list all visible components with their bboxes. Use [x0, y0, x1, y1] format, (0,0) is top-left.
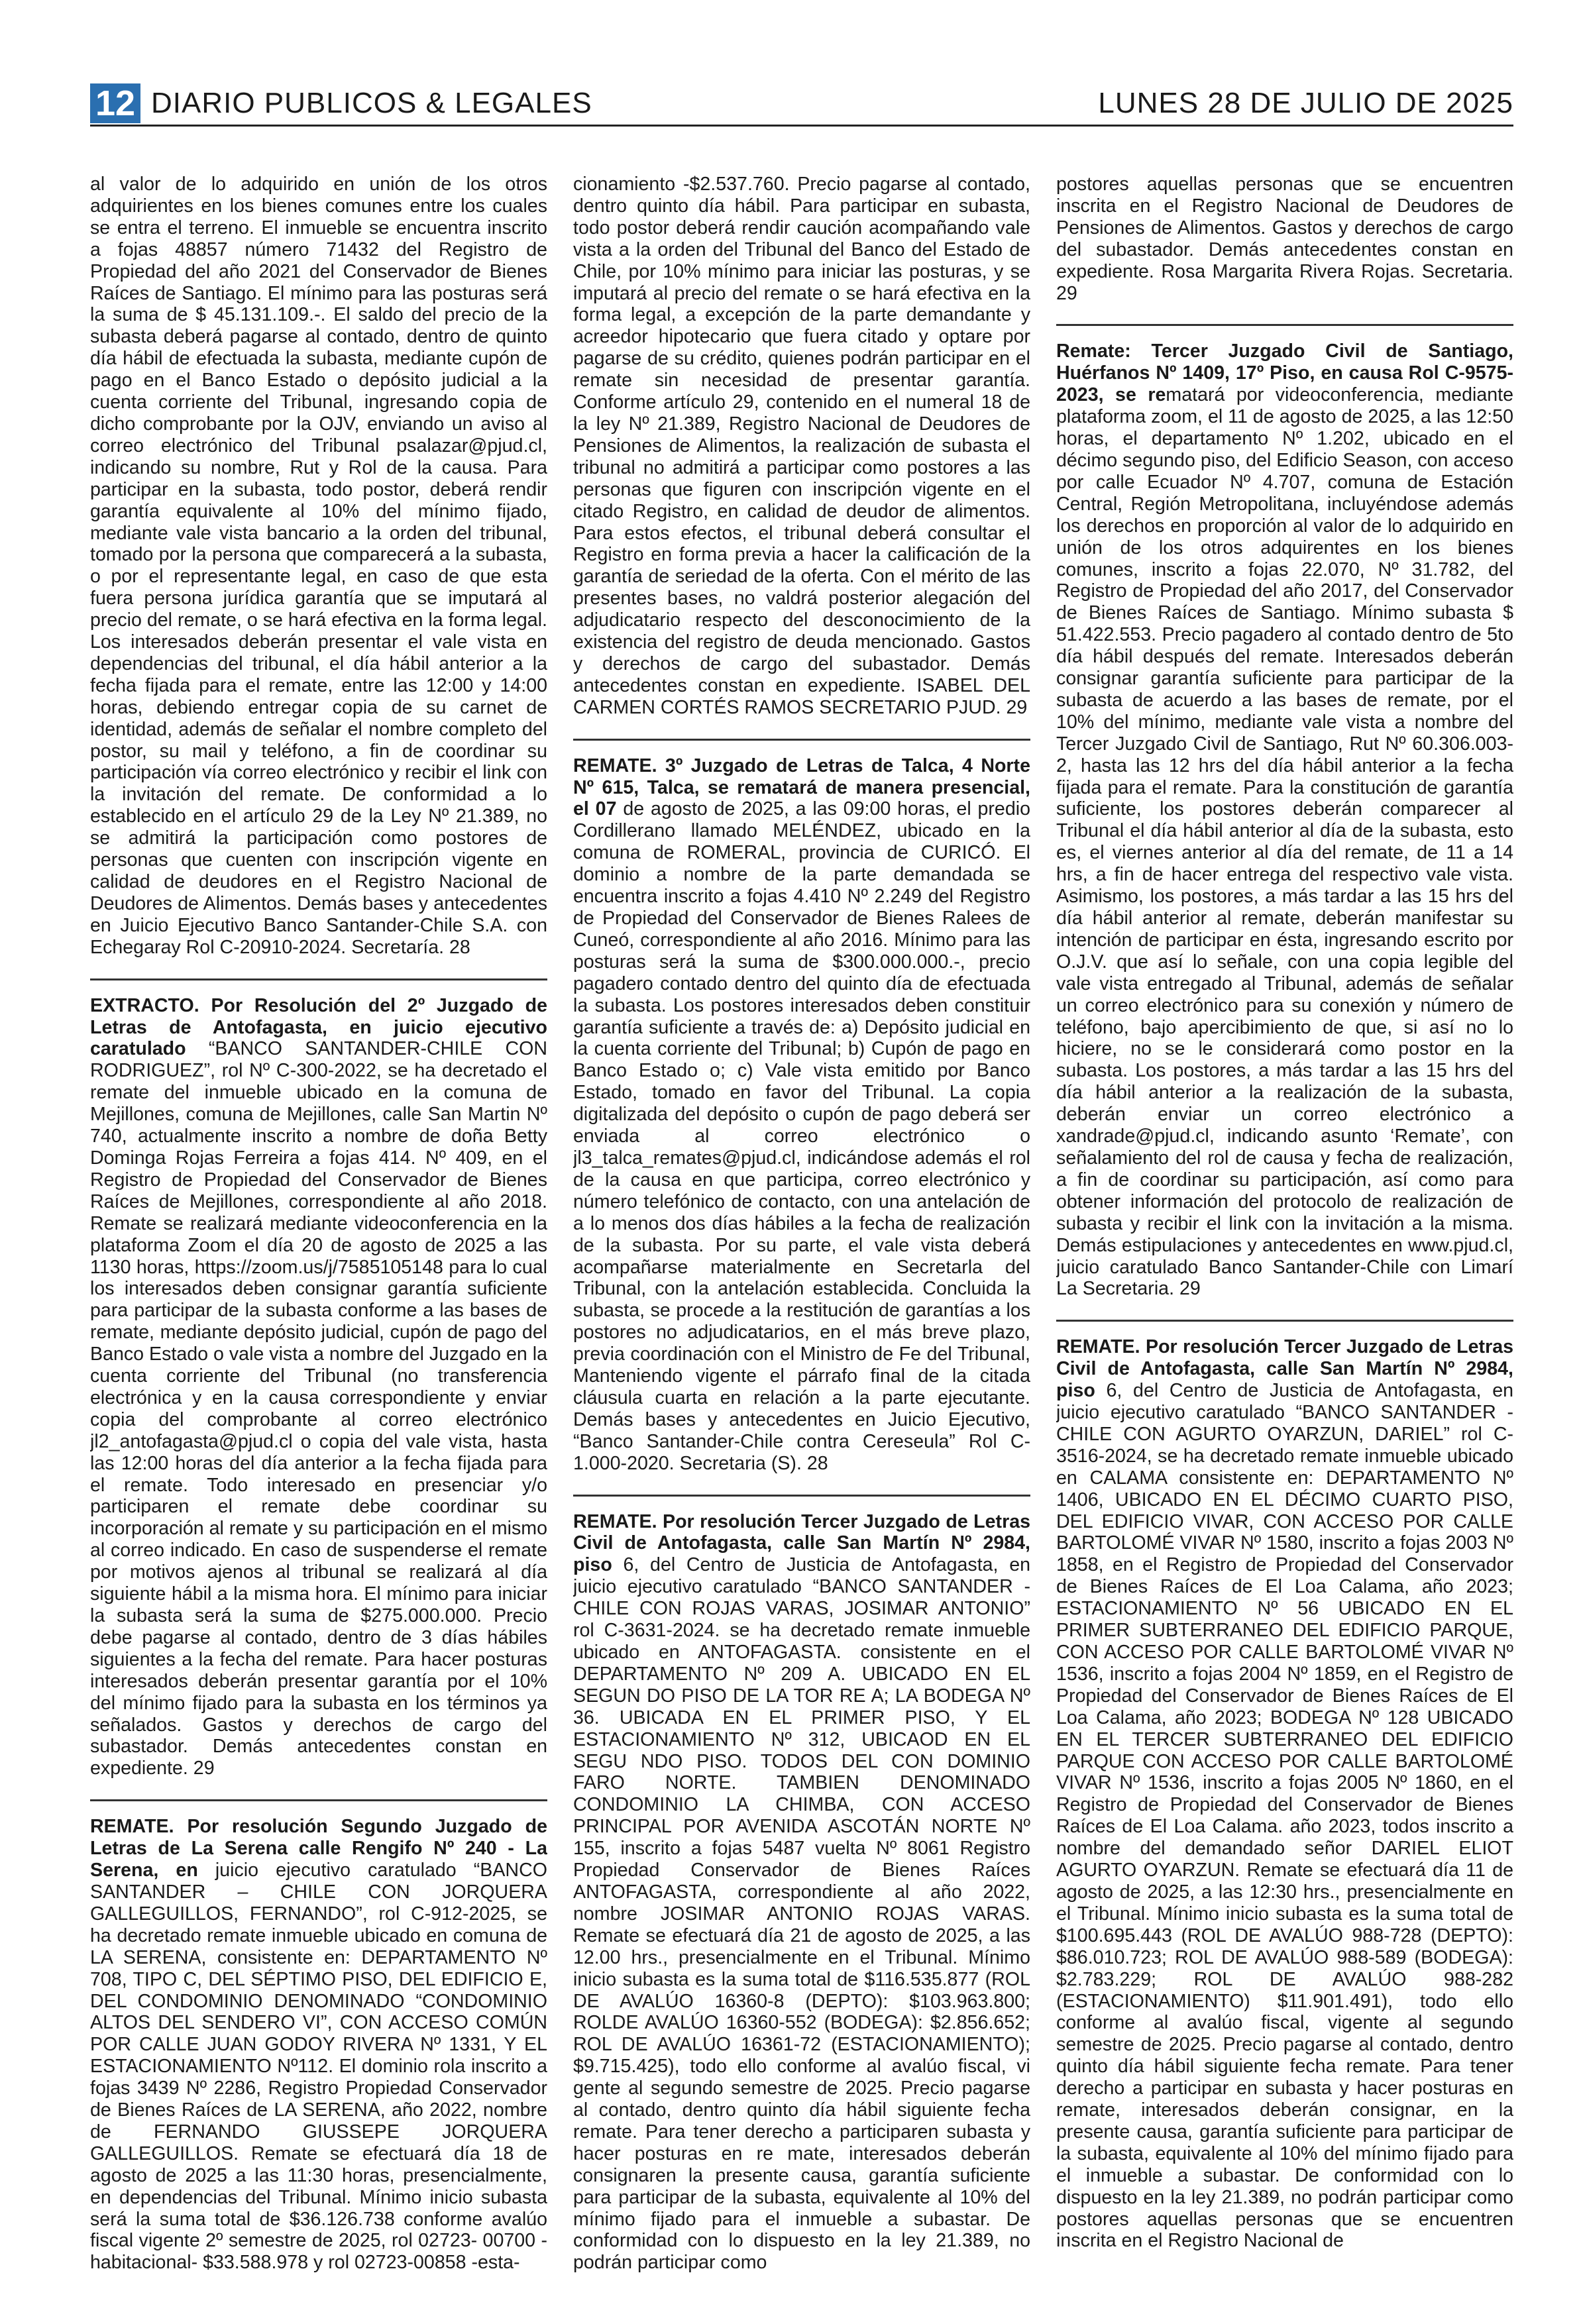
notice-lead: REMATE. Por resolución Segundo Juzgado de Letras de La Serena calle Rengifo Nº 240 - La Serena, en — [90, 1816, 547, 1881]
notice-separator — [90, 1799, 547, 1801]
notice-separator — [1056, 1320, 1513, 1322]
publication-date: LUNES 28 DE JULIO DE 2025 — [1098, 87, 1513, 119]
notice — [90, 174, 547, 959]
notice-separator — [1056, 324, 1513, 326]
notice — [573, 755, 1030, 1475]
notice-body: cionamiento -$2.537.760. Precio pagarse al contado, dentro quinto día hábil. Para participar en subasta, todo postor deberá rendir caución acompañando vale vista a la orden del Tribunal del Banco del Estado de Chile, por 10% mínimo para iniciar las posturas, y se imputará al precio del remate o se hará efectiva en la forma legal, a excepción de la parte demandante y acreedor hipotecario que fuera citado y optare por pagarse de su crédito, quienes podrán participar en el remate sin necesidad de presentar garantía. Conforme artículo 29, contenido en el numeral 18 de la ley Nº 21.389, Registro Nacional de Deudores de Pensiones de Alimentos, la realización de subasta el tribunal no admitirá a participar como postores a las personas que figuren con inscripción vigente en el citado Registro, en calidad de deudor de alimentos. Para estos efectos, el tribunal deberá consultar el Registro en forma previa a hacer la calificación de la garantía de seriedad de la oferta. Con el mérito de las presentes bases, no valdrá posterior alegación del adjudicatario respecto del desconocimiento de la existencia del registro de deuda mencionado. Gastos y derechos de cargo del subastador. Demás antecedentes constan en expediente. ISABEL DEL CARMEN CORTÉS RAMOS SECRETARIO PJUD. 29 — [573, 174, 1030, 718]
notice — [573, 1511, 1030, 2274]
notice-lead: REMATE. Por resolución Tercer Juzgado de Letras Civil de Antofagasta, calle San Martín Nº 2984, piso — [1056, 1336, 1513, 1402]
notice — [1056, 1336, 1513, 2252]
notice-body: “BANCO SANTANDER-CHILE CON RODRIGUEZ”, rol Nº C-300-2022, se ha decretado el remate del inmueble ubicado en la comuna de Mejillones, comuna de Mejillones, calle San Martin Nº 740, actualmente inscrito a nombre de doña Betty Dominga Rojas Ferreira a fojas 414. Nº 409, en el Registro de Propiedad del Conservador de Bienes Raíces de Mejillones, correspondiente al año 2018. Remate se realizará mediante videoconferencia en la plataforma Zoom el día 20 de agosto de 2025 a las 1130 horas, https://zoom.us/j/7585105148 para lo cual los interesados deben consignar garantía suficiente para participar de la subasta conforme a las bases de remate, mediante depósito judicial, cupón de pago del Banco Estado o vale vista a nombre del Juzgado en la cuenta corriente del Tribunal (no transferencia electrónica y en la causa correspondiente y enviar copia del comprobante al correo electrónico jl2_antofagasta@pjud.cl o copia del vale vista, hasta las 12:00 horas del día anterior a la fecha fijada para el remate. Todo interesado en presenciar y/o participaren el remate debe coordinar su incorporación al remate y su participación en el mismo al correo indicado. En caso de suspenderse el remate por motivos ajenos al tribunal se realizará al día siguiente hábil a la misma hora. El mínimo para iniciar la subasta será la suma de $275.000.000. Precio debe pagarse al contado, dentro de 3 días hábiles siguientes a la fecha del remate. Para hacer posturas interesados deberán presentar garantía por el 10% del mínimo fijado para la subasta en los términos ya señalados. Gastos y derechos de cargo del subastador. Demás antecedentes constan en expediente. 29 — [90, 1038, 547, 1779]
notice-lead: REMATE. 3º Juzgado de Letras de Talca, 4 Norte Nº 615, Talca, se rematará de manera presencial, el 07 — [573, 755, 1030, 820]
notice — [90, 995, 547, 1780]
notice-lead: REMATE. Por resolución Tercer Juzgado de Letras Civil de Antofagasta, calle San Martín Nº 2984, piso — [573, 1510, 1030, 1576]
notice-separator — [90, 978, 547, 980]
notice-body: al valor de lo adquirido en unión de los otros adquirientes en los bienes comunes entre los cuales se entra el terreno. El inmueble se encuentra inscrito a fojas 48857 número 71432 del Registro de Propiedad del año 2021 del Conservador de Bienes Raíces de Santiago. El mínimo para las posturas será la suma de $ 45.131.109.-. El saldo del precio de la subasta deberá pagarse al contado, dentro de quinto día hábil de efectuada la subasta, mediante cupón de pago en el Banco Estado o depósito judicial a la cuenta corriente del Tribunal, ingresando copia de dicho comprobante por la OJV, enviando un aviso al correo electrónico del Tribunal psalazar@pjud.cl, indicando su nombre, Rut y Rol de la causa. Para participar en la subasta, todo postor, deberá rendir garantía equivalente al 10% del mínimo fijado, mediante vale vista bancario a la orden del tribunal, tomado por la persona que comparecerá a la subasta, o por el representante legal, en caso de que esta fuera persona jurídica garantía que se imputará al precio del remate, o se hará efectiva en la forma legal. Los interesados deberán presentar el vale vista en dependencias del tribunal, el día hábil anterior a la fecha fijada para el remate, entre las 12:00 y 14:00 horas, debiendo entregar copia de su carnet de identidad, además de señalar el nombre completo del postor, su mail y teléfono, a fin de coordinar su participación vía correo electrónico y recibir el link con la invitación del remate. De conformidad a lo establecido en el artículo 29 de la Ley Nº 21.389, no se admitirá la participación como postores de personas que cuenten con inscripción vigente en calidad de deudores en el Registro Nacional de Deudores de Alimentos. Demás bases y antecedentes en Juicio Ejecutivo Banco Santander-Chile S.A. con Echegaray Rol C-20910-2024. Secretaría. 28 — [90, 174, 547, 958]
notice-body: postores aquellas personas que se encuentren inscrita en el Registro Nacional de Deudores de Pensiones de Alimentos. Gastos y derechos de cargo del subastador. Demás antecedentes constan en expediente. Rosa Margarita Rivera Rojas. Secretaria. 29 — [1056, 174, 1513, 304]
notice-body: juicio ejecutivo caratulado “BANCO SANTANDER – CHILE CON JORQUERA GALLEGUILLOS, FERNANDO”, rol C-912-2025, se ha decretado remate inmueble ubicado en comuna de LA SERENA, consistente en: DEPARTAMENTO Nº 708, TIPO C, DEL SÉPTIMO PISO, DEL EDIFICIO E, DEL CONDOMINIO DENOMINADO “CONDOMINIO ALTOS DEL SENDERO VI”, CON ACCESO COMÚN POR CALLE JUAN GODOY RIVERA Nº 1331, Y EL ESTACIONAMIENTO Nº112. El dominio rola inscrito a fojas 3439 Nº 2286, Registro Propiedad Conservador de Bienes Raíces de LA SERENA, año 2022, nombre de FERNANDO GIUSSEPE JORQUERA GALLEGUILLOS. Remate se efectuará día 18 de agosto de 2025 a las 11:30 horas, presencialmente, en dependencias del Tribunal. Mínimo inicio subasta será la suma total de $36.126.738 conforme avalúo fiscal vigente 2º semestre de 2025, rol 02723- 00700 -habitacional- $33.588.978 y rol 02723-00858 -esta- — [90, 1860, 547, 2274]
notice — [90, 1816, 547, 2274]
notice-body: matará por videoconferencia, mediante plataforma zoom, el 11 de agosto de 2025, a las 12:50 horas, el departamento Nº 1.202, ubicado en el décimo segundo piso, del Edificio Season, con acceso por calle Ecuador Nº 4.707, comuna de Estación Central, Región Metropolitana, incluyéndose además los derechos en proporción al valor de lo adquirido en unión de los otros adquirentes en los bienes comunes, inscrito a fojas 22.070, Nº 31.782, del Registro de Propiedad del año 2017, del Conservador de Bienes Raíces de Santiago. Mínimo subasta $ 51.422.553. Precio pagadero al contado dentro de 5to día hábil después del remate. Interesados deberán consignar garantía suficiente para participar de la subasta de acuerdo a las bases de remate, por el 10% del mínimo, mediante vale vista a nombre del Tercer Juzgado Civil de Santiago, Rut Nº 60.306.003-2, hasta las 12 hrs del día hábil anterior a la fecha fijada para el remate. Para la constitución de garantía suficiente, los postores deberán comparecer al Tribunal el día hábil anterior al día de la subasta, esto es, el viernes anterior al día del remate, de 11 a 14 hrs, a fin de hacer entrega del respectivo vale vista. Asimismo, los postores, a más tardar a las 15 hrs del día hábil anterior al remate, deberán manifestar su intención de participar en ésta, ingresando escrito por O.J.V. que así lo señale, con una copia legible del vale vista entregado al Tribunal, además de señalar un correo electrónico para su conexión y número de teléfono, bajo apercibimiento de que, si así no lo hiciere, no se le considerará como postor en la subasta. Los postores, a más tardar a las 15 hrs del día hábil anterior a la realización de la subasta, deberán enviar un correo electrónico a xandrade@pjud.cl, indicando asunto ‘Remate’, con señalamiento del rol de causa y fecha de realización, a fin de coordinar su participación, así como para obtener información del protocolo de realización de subasta y recibir el link con la invitación a la misma. Demás estipulaciones y antecedentes en www.pjud.cl, juicio caratulado Banco Santander-Chile con Limarí La Secretaria. 29 — [1056, 384, 1513, 1300]
notice — [1056, 341, 1513, 1300]
header-rule — [90, 125, 1513, 127]
notice-separator — [573, 1495, 1030, 1497]
notice-body: 6, del Centro de Justicia de Antofagasta, en juicio ejecutivo caratulado “BANCO SANTANDER - CHILE CON AGURTO OYARZUN, DARIEL” rol C-3516-2024, se ha decretado remate inmueble ubicado en CALAMA consistente en: DEPARTAMENTO Nº 1406, UBICADO EN EL DÉCIMO CUARTO PISO, DEL EDIFICIO VIVAR, CON ACCESO POR CALLE BARTOLOMÉ VIVAR Nº 1580, inscrito a fojas 2003 Nº 1858, en el Registro de Propiedad del Conservador de Bienes Raíces de El Loa Calama, año 2023; ESTACIONAMIENTO Nº 56 UBICADO EN EL PRIMER SUBTERRANEO DEL EDIFICIO PARQUE, CON ACCESO POR CALLE BARTOLOMÉ VIVAR Nº 1536, inscrito a fojas 2004 Nº 1859, en el Registro de Propiedad del Conservador de Bienes Raíces de El Loa Calama, año 2023; BODEGA Nº 128 UBICADO EN EL TERCER SUBTERRANEO DEL EDIFICIO PARQUE CON ACCESO POR CALLE BARTOLOMÉ VIVAR Nº 1536, inscrito a fojas 2005 Nº 1860, en el Registro de Propiedad del Conservador de Bienes Raíces de El Loa Calama. año 2023, todos inscrito a nombre del demandado señor DARIEL ELIOT AGURTO OYARZUN. Remate se efectuará día 11 de agosto de 2025, a las 12:30 hrs., presencialmente en el Tribunal. Mínimo inicio subasta es la suma total de $100.695.443 (ROL DE AVALÚO 988-728 (DEPTO): $86.010.723; ROL DE AVALÚO 988-589 (BODEGA): $2.783.229; ROL DE AVALÚO 988-282 (ESTACIONAMIENTO) $11.901.491), todo ello conforme al avalúo fiscal, vigente al segundo semestre de 2025. Precio pagarse al contado, dentro quinto día hábil siguiente fecha remate. Para tener derecho a participar en subasta y hacer posturas en remate, interesados deberán consignar, en la presente causa, garantía suficiente para participar de la subasta, equivalente al 10% del mínimo fijado para el inmueble a subastar. De conformidad con lo dispuesto en la ley 21.389, no podrán participar como postores aquellas personas que se encuentren inscrita en el Registro Nacional de — [1056, 1380, 1513, 2252]
notice-lead: EXTRACTO. Por Resolución del 2º Juzgado de Letras de Antofagasta, en juicio ejecutivo caratulado — [90, 994, 547, 1060]
article-columns — [90, 174, 1513, 2294]
notice — [573, 174, 1030, 719]
notice-separator — [573, 739, 1030, 741]
page-number: 12 — [90, 83, 140, 123]
page-header — [90, 83, 1513, 123]
column-3 — [1056, 174, 1513, 2294]
notice — [1056, 174, 1513, 304]
notice-body: 6, del Centro de Justicia de Antofagasta, en juicio ejecutivo caratulado “BANCO SANTANDER -CHILE CON ROJAS VARAS, JOSIMAR ANTONIO” rol C-3631-2024. se ha decretado remate inmueble ubicado en ANTOFAGASTA. consistente en el DEPARTAMENTO Nº 209 A. UBICADO EN EL SEGUN DO PISO DE LA TOR RE A; LA BODEGA Nº 36. UBICADA EN EL PRIMER PISO, Y EL ESTACIONAMIENTO Nº 312, UBICAOD EN EL SEGU NDO PISO. TODOS DEL CON DOMINIO FARO NORTE. TAMBIEN DENOMINADO CONDOMINIO LA CHIMBA, CON ACCESO PRINCIPAL POR AVENIDA ASCOTÁN NORTE Nº 155, inscrito a fojas 5487 vuelta Nº 8061 Registro Propiedad Conservador de Bienes Raíces ANTOFAGASTA, correspondiente al año 2022, nombre JOSIMAR ANTONIO ROJAS VARAS. Remate se efectuará día 21 de agosto de 2025, a las 12.00 hrs., presencialmente en el Tribunal. Mínimo inicio subasta es la suma total de $116.535.877 (ROL DE AVALÚO 16360-8 (DEPTO): $103.963.800; ROLDE AVALÚO 16360-552 (BODEGA): $2.856.652; ROL DE AVALÚO 16361-72 (ESTACIONAMIENTO); $9.715.425), todo ello conforme al avalúo fiscal, vi gente al segundo semestre de 2025. Precio pagarse al contado, dentro quinto día hábil siguiente fecha remate. Para tener derecho a participaren subasta y hacer posturas en re mate, interesados deberán consignaren la presente causa, garantía suficiente para participar de la subasta, equivalente al 10% del mínimo fijado para el inmueble a subastar. De conformidad con lo dispuesto en la ley 21.389, no podrán participar como — [573, 1554, 1030, 2274]
column-1 — [90, 174, 547, 2294]
publication-title: DIARIO PUBLICOS & LEGALES — [151, 87, 592, 119]
column-2 — [573, 174, 1030, 2294]
notice-lead: Remate: Tercer Juzgado Civil de Santiago, Huérfanos Nº 1409, 17º Piso, en causa Rol C-9575-2023, se re — [1056, 341, 1513, 406]
notice-body: de agosto de 2025, a las 09:00 horas, el predio Cordillerano llamado MELÉNDEZ, ubicado en la comuna de ROMERAL, provincia de CURICÓ. El dominio a nombre de la parte demandada se encuentra inscrito a fojas 4.410 Nº 2.249 del Registro de Propiedad del Conservador de Bienes Ralees de Cuneó, correspondiente al año 2016. Mínimo para las posturas será la suma de $300.000.000.-, precio pagadero contado dentro del quinto día de efectuada la subasta. Los postores interesados deben constituir garantía suficiente a través de: a) Depósito judicial en la cuenta corriente del Tribunal; b) Cupón de pago en Banco Estado o; c) Vale vista emitido por Banco Estado, tomado en favor del Tribunal. La copia digitalizada del depósito o cupón de pago deberá ser enviada al correo electrónico o jl3_talca_remates@pjud.cl, indicándose además el rol de la causa en que participa, correo electrónico y número telefónico de contacto, con una antelación de a lo menos dos días hábiles a la fecha de realización de la subasta. Por su parte, el vale vista deberá acompañarse materialmente en Secretarla del Tribunal, con la antelación establecida. Concluida la subasta, se procede a la restitución de garantías a los postores no adjudicatarios, en el más breve plazo, previa coordinación con el Ministro de Fe del Tribunal, Manteniendo vigente el párrafo final de la citada cláusula cuarta en relación a la parte ejecutante. Demás bases y antecedentes en Juicio Ejecutivo, “Banco Santander-Chile contra Cereseula” Rol C-1.000-2020. Secretaria (S). 28 — [573, 798, 1030, 1474]
